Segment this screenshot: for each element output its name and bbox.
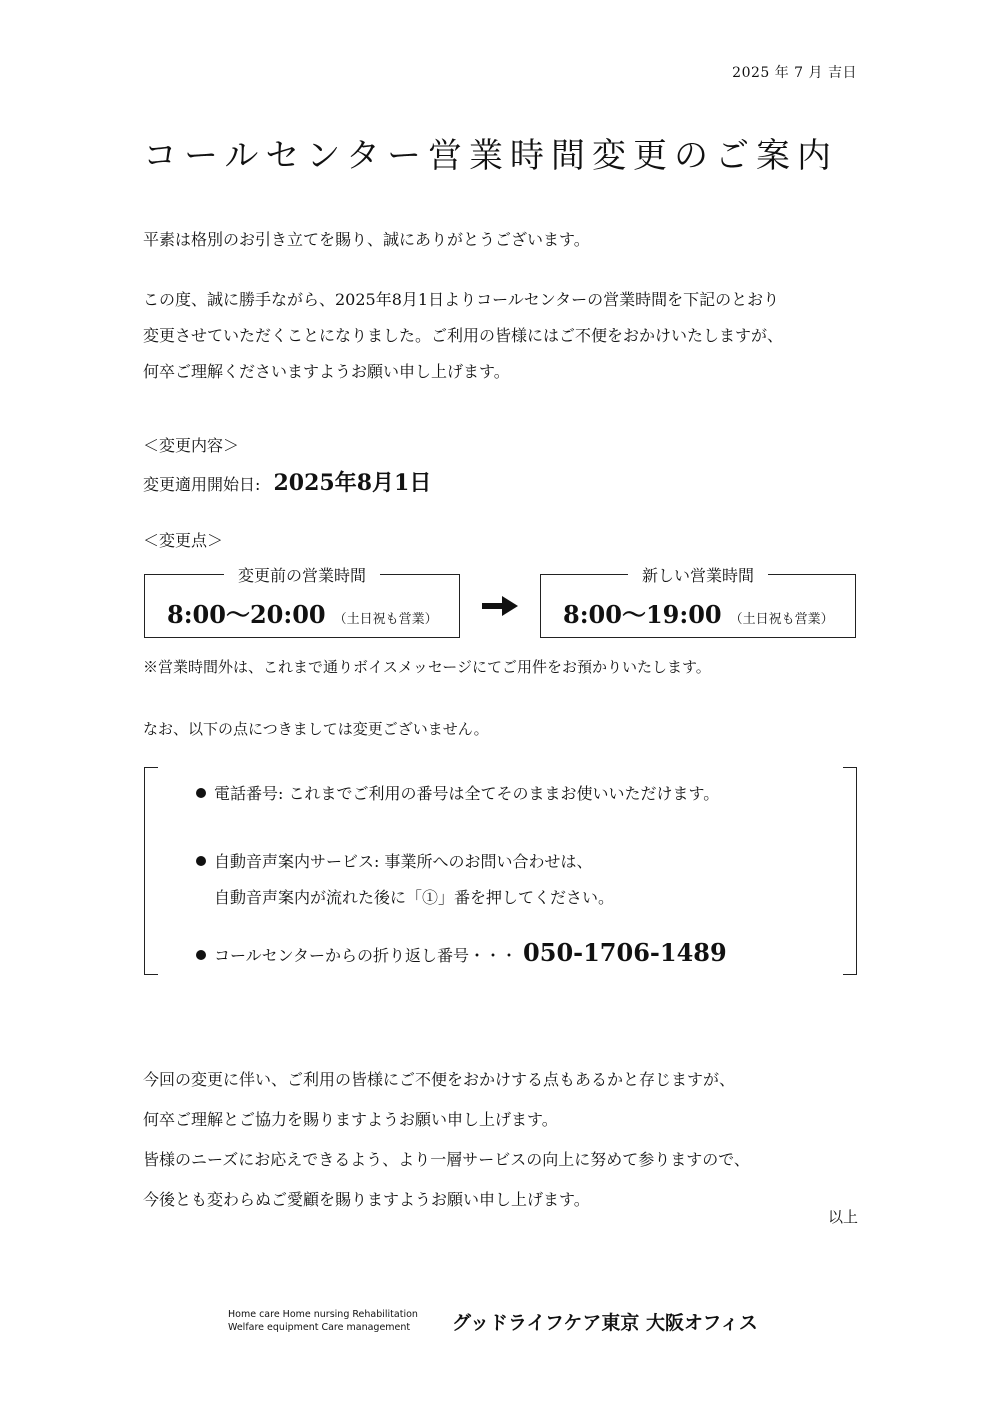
before-hours-box	[144, 566, 460, 638]
closing-line: 今後とも変わらぬご愛顧を賜りますようお願い申し上げます。	[143, 1190, 590, 1209]
end-mark: 以上	[827, 1208, 858, 1226]
change-points-heading: ＜変更点＞	[143, 531, 224, 550]
page-title: コールセンター営業時間変更のご案内	[143, 136, 838, 176]
footer-services	[228, 1308, 418, 1334]
right-bracket	[843, 767, 857, 975]
unchanged-item-ivr-line2: 自動音声案内が流れた後に「①」番を押してください。	[214, 888, 615, 907]
bullet-icon	[196, 788, 206, 798]
effective-date-label: 変更適用開始日:	[143, 475, 261, 494]
callback-label: コールセンターからの折り返し番号・・・	[214, 946, 518, 965]
before-hours-note: （土日祝も営業）	[333, 612, 438, 627]
effective-date-value: 2025年8月1日	[273, 470, 432, 496]
intro-line: この度、誠に勝手ながら、2025年8月1日よりコールセンターの営業時間を下記のとおり	[143, 290, 780, 309]
intro-line: 変更させていただくことになりました。ご利用の皆様にはご不便をおかけいたしますが、	[143, 326, 784, 345]
bullet-icon	[196, 856, 206, 866]
after-hours-time-row	[563, 595, 834, 630]
arrow-right-icon	[482, 596, 518, 616]
after-hours-caption: 新しい営業時間	[628, 563, 768, 586]
change-content-heading: ＜変更内容＞	[143, 436, 240, 455]
closing-paragraph	[143, 1060, 750, 1220]
unchanged-item-callback	[196, 938, 727, 967]
footer-organization: グッドライフケア東京 大阪オフィス	[452, 1312, 758, 1334]
bullet-icon	[196, 950, 206, 960]
unchanged-intro: なお、以下の点につきましては変更ございません。	[143, 720, 489, 738]
left-bracket	[144, 767, 158, 975]
outside-hours-note: ※営業時間外は、これまで通りボイスメッセージにてご用件をお預かりいたします。	[143, 658, 711, 676]
document-date: 2025 年 7 月 吉日	[732, 65, 857, 81]
before-hours-caption: 変更前の営業時間	[224, 563, 380, 586]
after-hours-time: 8:00〜19:00	[563, 600, 722, 629]
greeting-text: 平素は格別のお引き立てを賜り、誠にありがとうございます。	[143, 230, 590, 249]
before-hours-time: 8:00〜20:00	[167, 600, 326, 629]
closing-line: 何卒ご理解とご協力を賜りますようお願い申し上げます。	[143, 1110, 558, 1129]
effective-date-row	[143, 466, 431, 497]
intro-line: 何卒ご理解くださいますようお願い申し上げます。	[143, 362, 510, 381]
callback-number: 050-1706-1489	[523, 938, 727, 967]
unchanged-item-ivr-line1: 自動音声案内サービス: 事業所へのお問い合わせは、	[214, 852, 593, 871]
after-hours-note: （土日祝も営業）	[729, 612, 834, 627]
footer-services-line: Home care Home nursing Rehabilitation	[228, 1309, 418, 1320]
intro-paragraph	[143, 282, 783, 390]
unchanged-item-phone-text: 電話番号: これまでご利用の番号は全てそのままお使いいただけます。	[214, 784, 720, 803]
closing-line: 皆様のニーズにお応えできるよう、より一層サービスの向上に努めて参りますので、	[143, 1150, 750, 1169]
after-hours-box	[540, 566, 856, 638]
unchanged-item-ivr	[196, 844, 614, 916]
before-hours-time-row	[167, 595, 438, 630]
footer-services-line: Welfare equipment Care management	[228, 1322, 411, 1333]
closing-line: 今回の変更に伴い、ご利用の皆様にご不便をおかけする点もあるかと存じますが、	[143, 1070, 736, 1089]
unchanged-item-phone	[196, 781, 719, 804]
